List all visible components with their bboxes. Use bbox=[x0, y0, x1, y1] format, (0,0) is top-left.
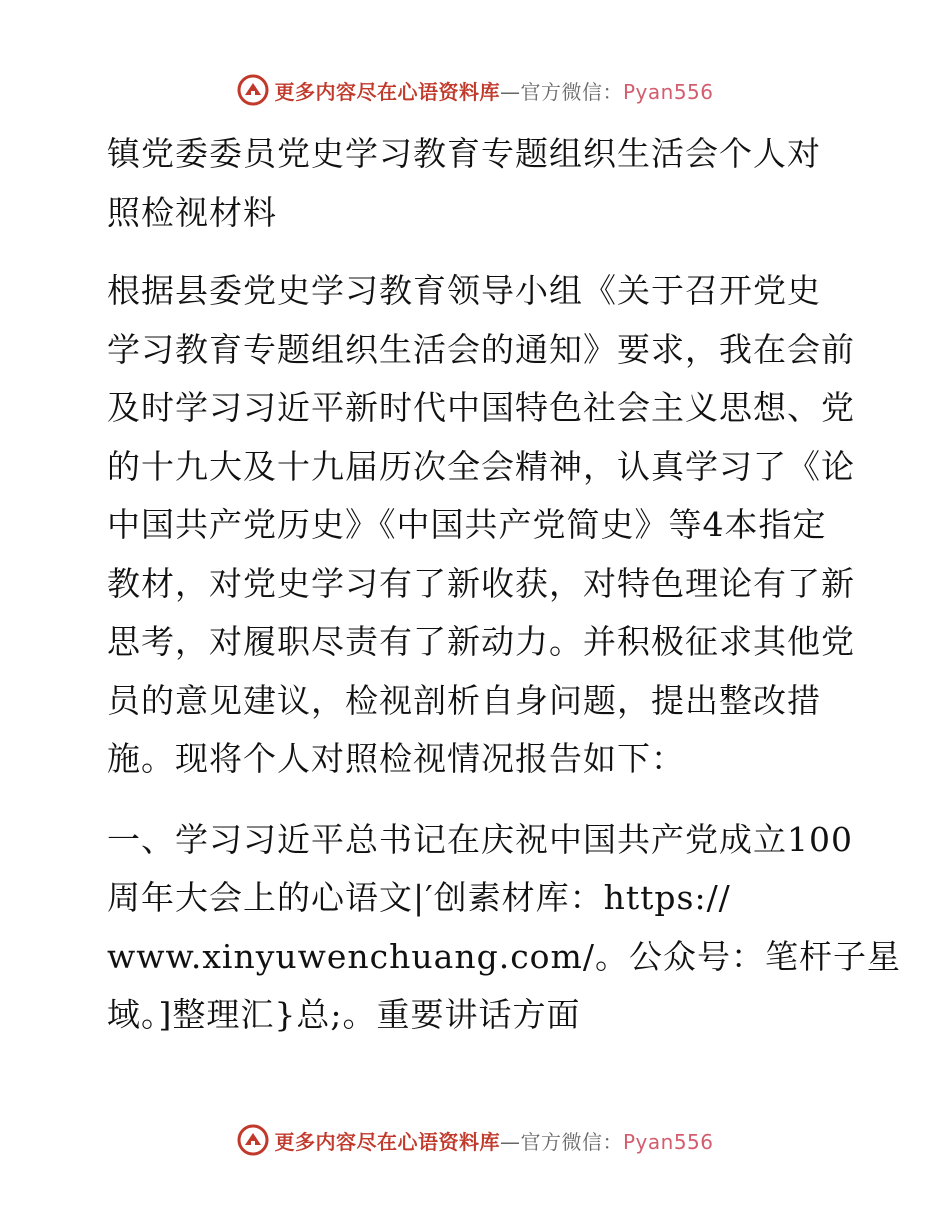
text-line: 教材，对党史学习有了新收获，对特色理论有了新 bbox=[107, 563, 855, 603]
header-watermark-banner bbox=[0, 70, 950, 110]
banner-text: 更多内容尽在心语资料库—官方微信：Pyan556 bbox=[274, 79, 714, 104]
text-line: 及时学习习近平新时代中国特色社会主义思想、党 bbox=[107, 388, 855, 427]
text-line: 域。]整理汇}总;。重要讲话方面 bbox=[107, 995, 581, 1034]
text-line: 根据县委党史学习教育领导小组《关于召开党史 bbox=[107, 271, 821, 310]
text-line: 施。现将个人对照检视情况报告如下： bbox=[107, 739, 685, 778]
text-line: 思考，对履职尽责有了新动力。并积极征求其他党 bbox=[107, 622, 855, 661]
document-title bbox=[97, 125, 857, 242]
paragraph-section-one bbox=[97, 811, 901, 1045]
book-pen-logo-icon bbox=[236, 1123, 270, 1157]
banner-text: 更多内容尽在心语资料库—官方微信：Pyan556 bbox=[274, 1129, 714, 1154]
title-line: 照检视材料 bbox=[107, 192, 277, 232]
text-line: 周年大会上的心语文|′创素材库：https:// bbox=[107, 878, 731, 917]
text-line: 员的意见建议，检视剖析自身问题，提出整改措 bbox=[107, 680, 821, 720]
document-body bbox=[97, 125, 901, 1045]
paragraph-intro bbox=[97, 262, 857, 789]
title-line: 镇党委委员党史学习教育专题组织生活会个人对 bbox=[107, 134, 821, 173]
footer-watermark-banner bbox=[0, 1120, 950, 1160]
book-pen-logo-icon bbox=[236, 73, 270, 107]
text-line: 学习教育专题组织生活会的通知》要求，我在会前 bbox=[107, 329, 855, 369]
text-line: www.xinyuwenchuang.com/。公众号：笔杆子星 bbox=[107, 936, 901, 976]
text-line: 中国共产党历史》《中国共产党简史》等4本指定 bbox=[107, 505, 827, 544]
text-line: 一、学习习近平总书记在庆祝中国共产党成立100 bbox=[107, 819, 853, 859]
text-line: 的十九大及十九届历次全会精神，认真学习了《论 bbox=[107, 446, 855, 486]
